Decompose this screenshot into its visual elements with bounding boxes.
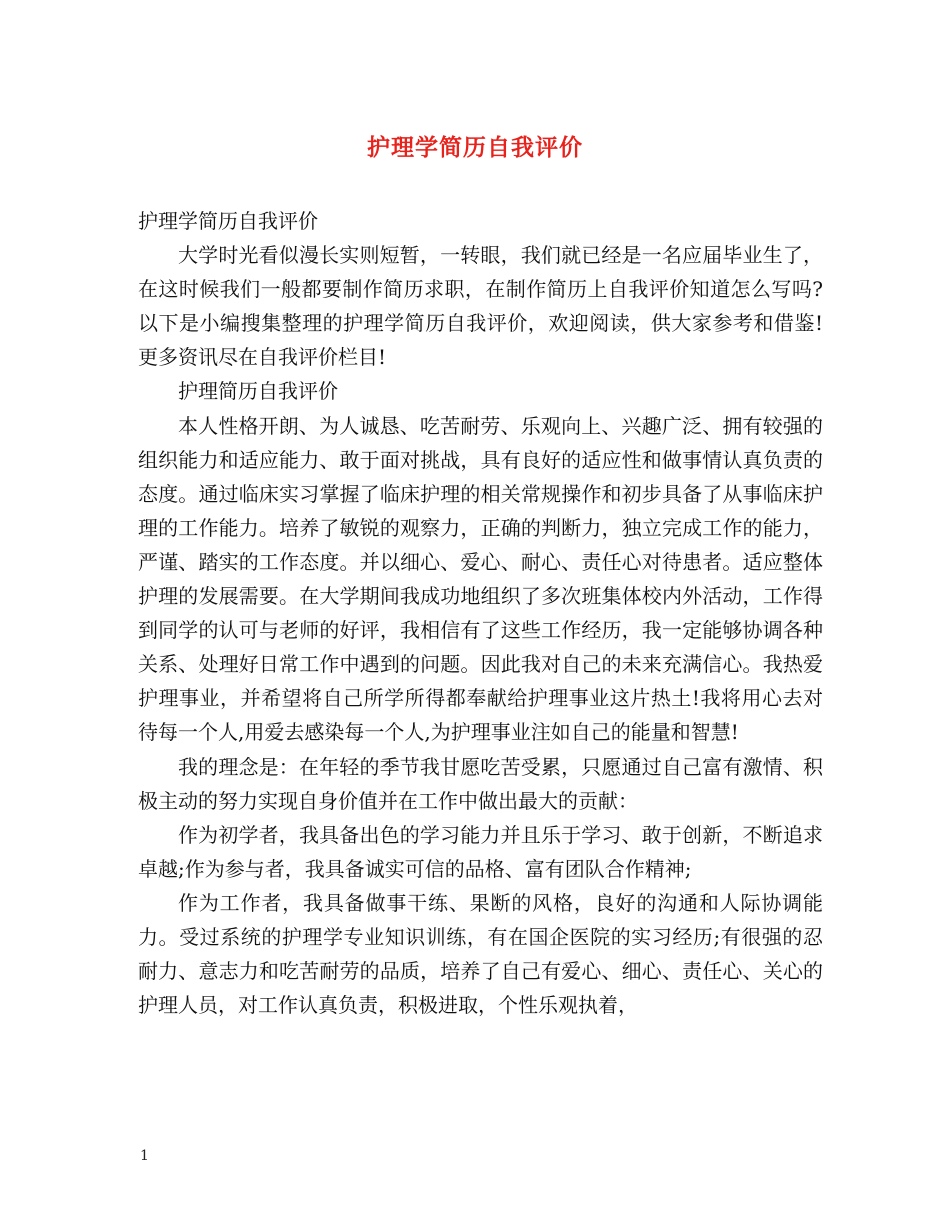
- document-title: 护理学简历自我评价: [367, 134, 583, 161]
- body-paragraph: 我的理念是：在年轻的季节我甘愿吃苦受累，只愿通过自己富有激情、积极主动的努力实现自身价值并在工作中做出最大的贡献：: [138, 754, 823, 813]
- body-paragraph: 大学时光看似漫长实则短暂，一转眼，我们就已经是一名应届毕业生了，在这时候我们一般都要制作简历求职，在制作简历上自我评价知道怎么写吗?以下是小编搜集整理的护理学简历自我评价，欢迎阅读，供大家参考和借鉴!更多资讯尽在自我评价栏目!: [138, 243, 823, 370]
- body-paragraph: 作为初学者，我具备出色的学习能力并且乐于学习、敢于创新，不断追求卓越;作为参与者，我具备诚实可信的品格、富有团队合作精神;: [138, 822, 823, 881]
- body-paragraph: 护理简历自我评价: [178, 379, 338, 404]
- body-paragraph: 护理学简历自我评价: [138, 209, 318, 233]
- document-body: [138, 204, 823, 1022]
- page-number: 1: [140, 1148, 149, 1164]
- body-paragraph: 作为工作者，我具备做事干练、果断的风格，良好的沟通和人际协调能力。受过系统的护理学专业知识训练，有在国企医院的实习经历;有很强的忍耐力、意志力和吃苦耐劳的品质，培养了自己有爱心、细心、责任心、关心的护理人员，对工作认真负责，积极进取，个性乐观执着，: [138, 890, 823, 1018]
- body-paragraph: 本人性格开朗、为人诚恳、吃苦耐劳、乐观向上、兴趣广泛、拥有较强的组织能力和适应能力、敢于面对挑战，具有良好的适应性和做事情认真负责的态度。通过临床实习掌握了临床护理的相关常规操作和初步具备了从事临床护理的工作能力。培养了敏锐的观察力，正确的判断力，独立完成工作的能力，严谨、踏实的工作态度。并以细心、爱心、耐心、责任心对待患者。适应整体护理的发展需要。在大学期间我成功地组织了多次班集体校内外活动，工作得到同学的认可与老师的好评，我相信有了这些工作经历，我一定能够协调各种关系、处理好日常工作中遇到的问题。因此我对自己的未来充满信心。我热爱护理事业，并希望将自己所学所得都奉献给护理事业这片热土!我将用心去对待每一个人,用爱去感染每一个人,为护理事业注如自己的能量和智慧!: [138, 413, 823, 745]
